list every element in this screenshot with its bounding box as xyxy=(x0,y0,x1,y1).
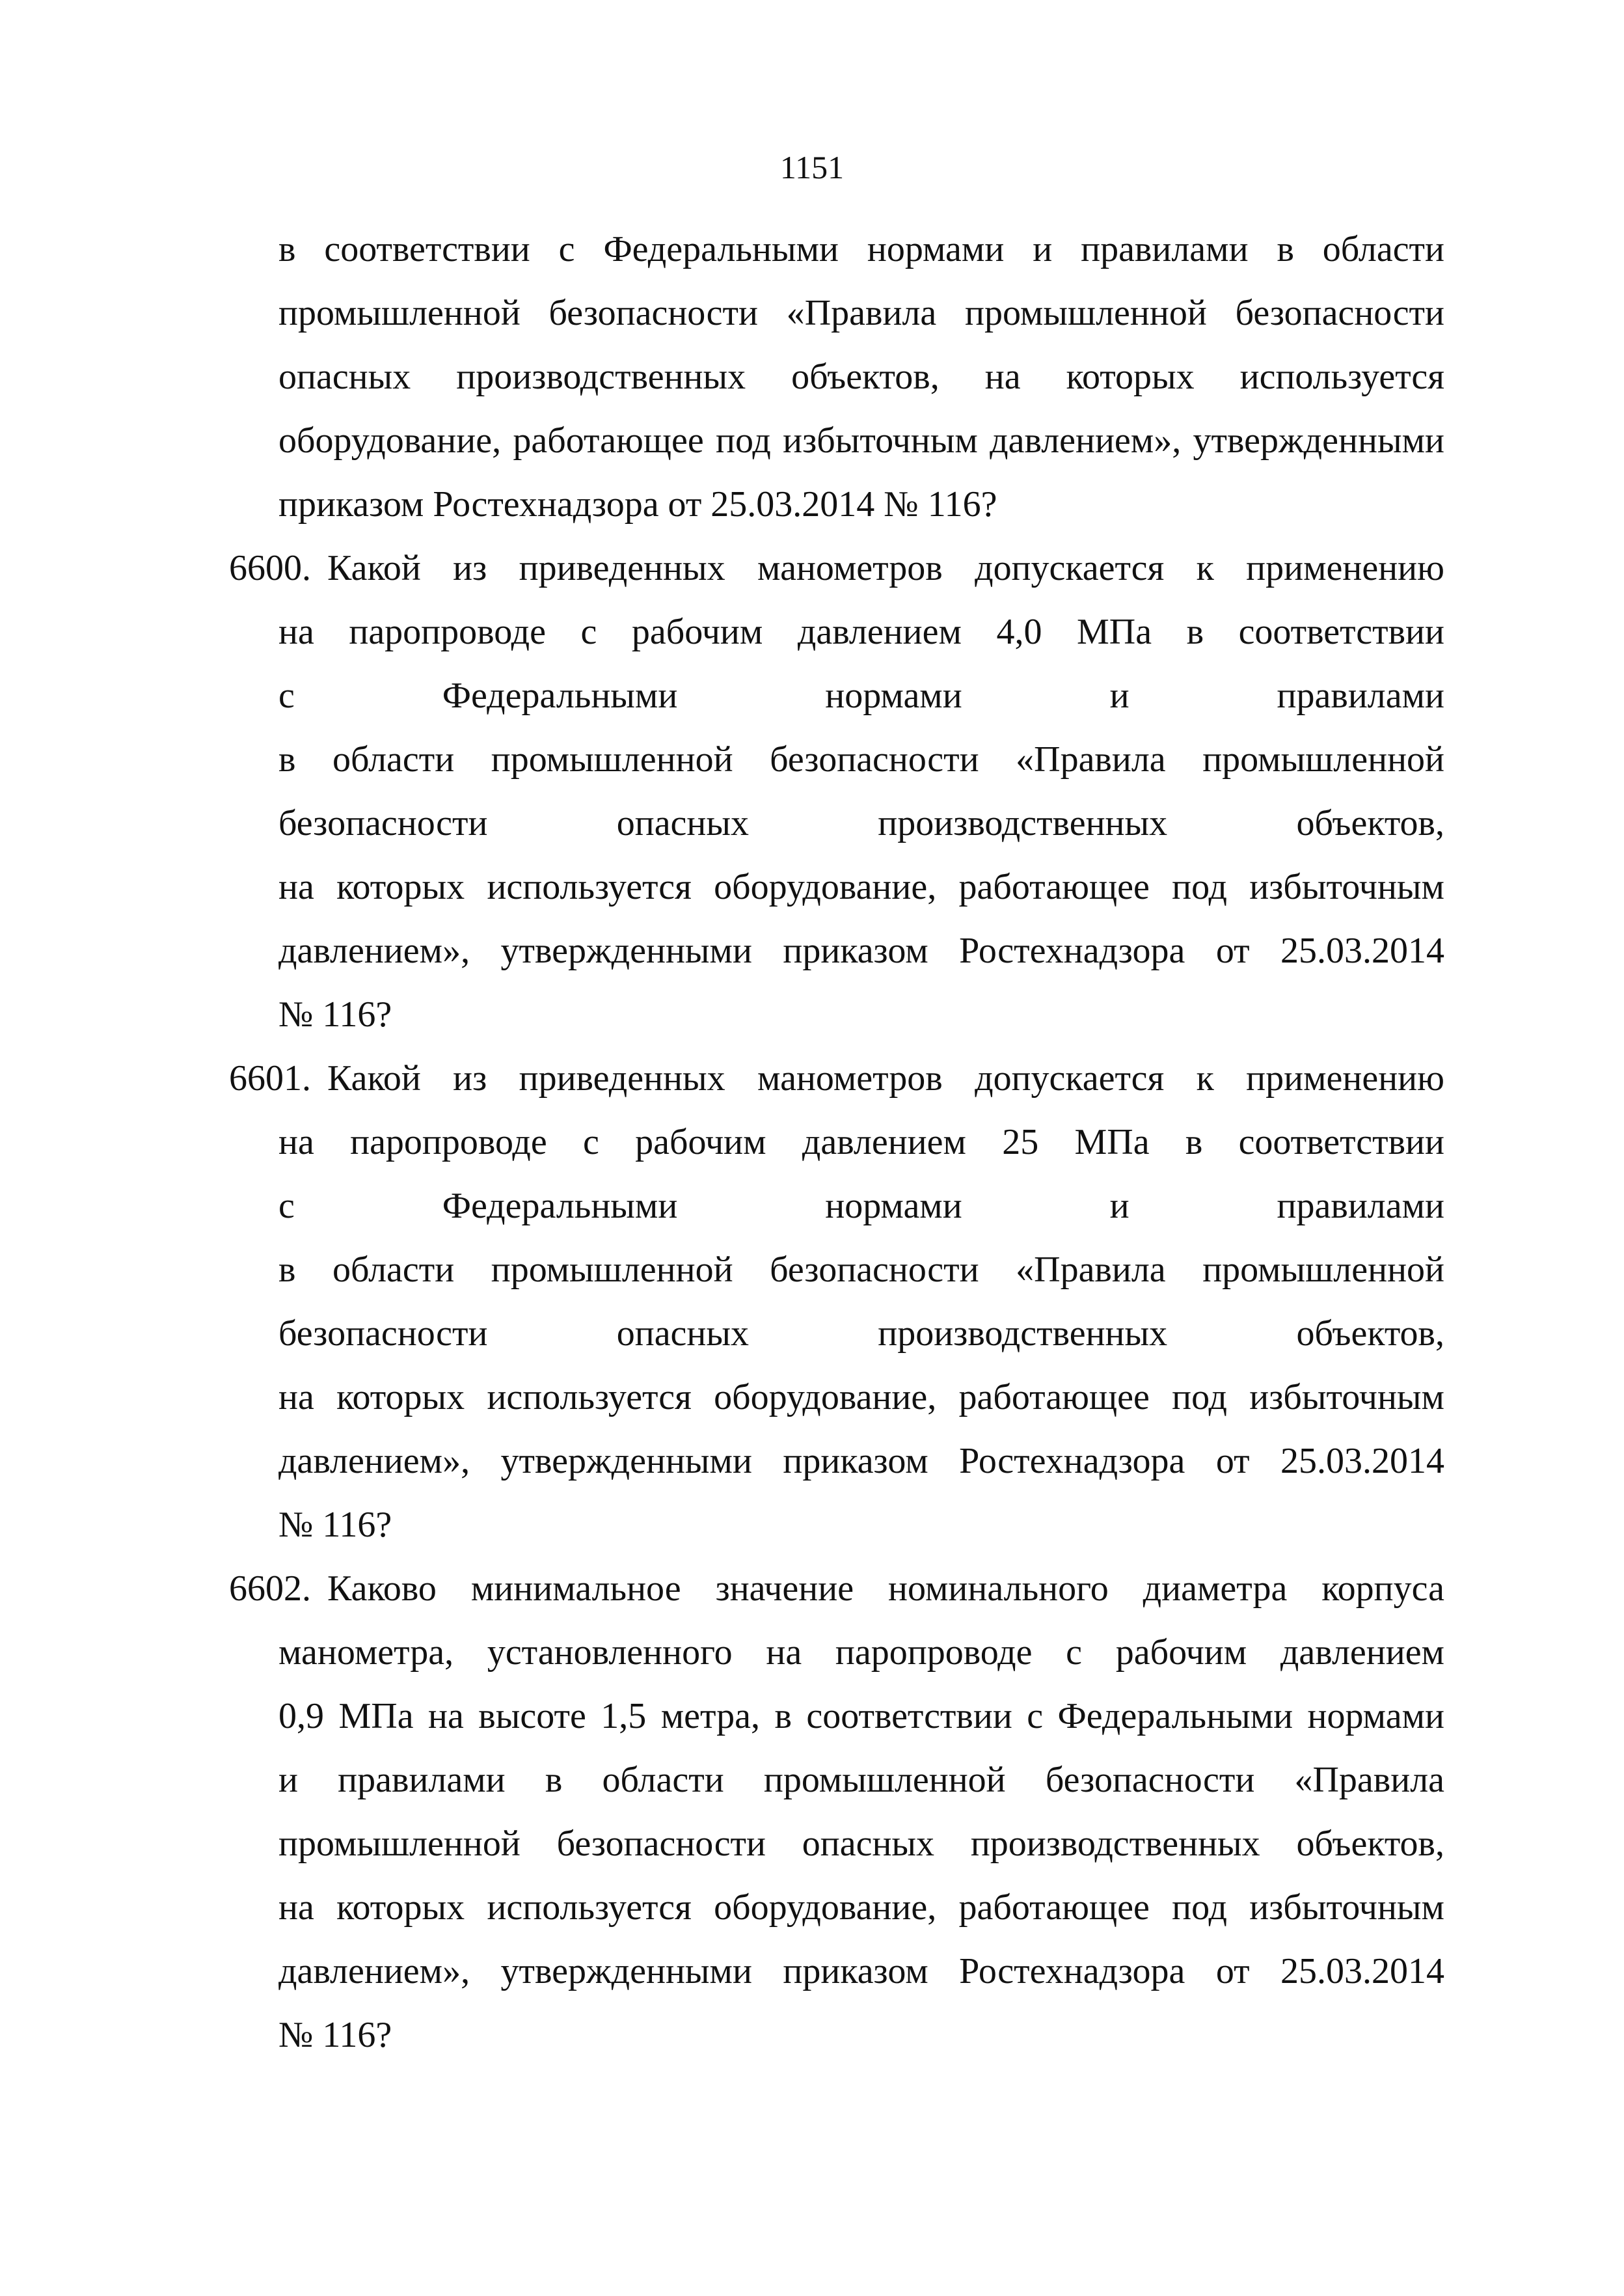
intro-line: оборудование, работающее под избыточным давлением», утвержденными xyxy=(278,420,1444,461)
question-line: на которых используется оборудование, работающее под избыточным xyxy=(278,1887,1444,1928)
question-line: 0,9 МПа на высоте 1,5 метра, в соответствии с Федеральными нормами xyxy=(278,1696,1444,1736)
question-line: на паропроводе с рабочим давлением 25 МПа в соответствии xyxy=(278,1122,1444,1162)
question-line: Какой из приведенных манометров допускается к применению xyxy=(327,1058,1444,1099)
question-line: № 116? xyxy=(278,2015,392,2055)
question-line: на которых используется оборудование, работающее под избыточным xyxy=(278,1377,1444,1417)
intro-line: промышленной безопасности «Правила промышленной безопасности xyxy=(278,293,1444,333)
question-line: в области промышленной безопасности «Правила промышленной xyxy=(278,739,1444,780)
intro-line: опасных производственных объектов, на которых используется xyxy=(278,357,1444,397)
question-line: давлением», утвержденными приказом Ростехнадзора от 25.03.2014 xyxy=(278,1951,1444,1991)
question-line: давлением», утвержденными приказом Ростехнадзора от 25.03.2014 xyxy=(278,931,1444,971)
intro-line: в соответствии с Федеральными нормами и правилами в области xyxy=(278,229,1444,269)
question-line: в области промышленной безопасности «Правила промышленной xyxy=(278,1250,1444,1290)
question-line: с Федеральными нормами и правилами xyxy=(278,1186,1444,1226)
question-number: 6601. xyxy=(229,1058,311,1099)
question-line: на паропроводе с рабочим давлением 4,0 МПа в соответствии xyxy=(278,612,1444,652)
question-line: давлением», утвержденными приказом Ростехнадзора от 25.03.2014 xyxy=(278,1441,1444,1481)
question-number: 6602. xyxy=(229,1568,311,1609)
question-line: с Федеральными нормами и правилами xyxy=(278,676,1444,716)
question-line: № 116? xyxy=(278,1505,392,1545)
question-line: Каково минимальное значение номинального диаметра корпуса xyxy=(327,1568,1444,1609)
question-line: Какой из приведенных манометров допускается к применению xyxy=(327,548,1444,588)
question-line: и правилами в области промышленной безопасности «Правила xyxy=(278,1760,1444,1800)
question-line: безопасности опасных производственных объектов, xyxy=(278,803,1444,843)
question-line: промышленной безопасности опасных производственных объектов, xyxy=(278,1824,1444,1864)
page-number: 1151 xyxy=(779,149,845,185)
question-line: на которых используется оборудование, работающее под избыточным xyxy=(278,867,1444,907)
question-number: 6600. xyxy=(229,548,311,588)
question-line: безопасности опасных производственных объектов, xyxy=(278,1313,1444,1354)
question-line: № 116? xyxy=(278,994,392,1035)
intro-line: приказом Ростехнадзора от 25.03.2014 № 116? xyxy=(278,484,997,525)
question-line: манометра, установленного на паропроводе с рабочим давлением xyxy=(278,1632,1444,1673)
